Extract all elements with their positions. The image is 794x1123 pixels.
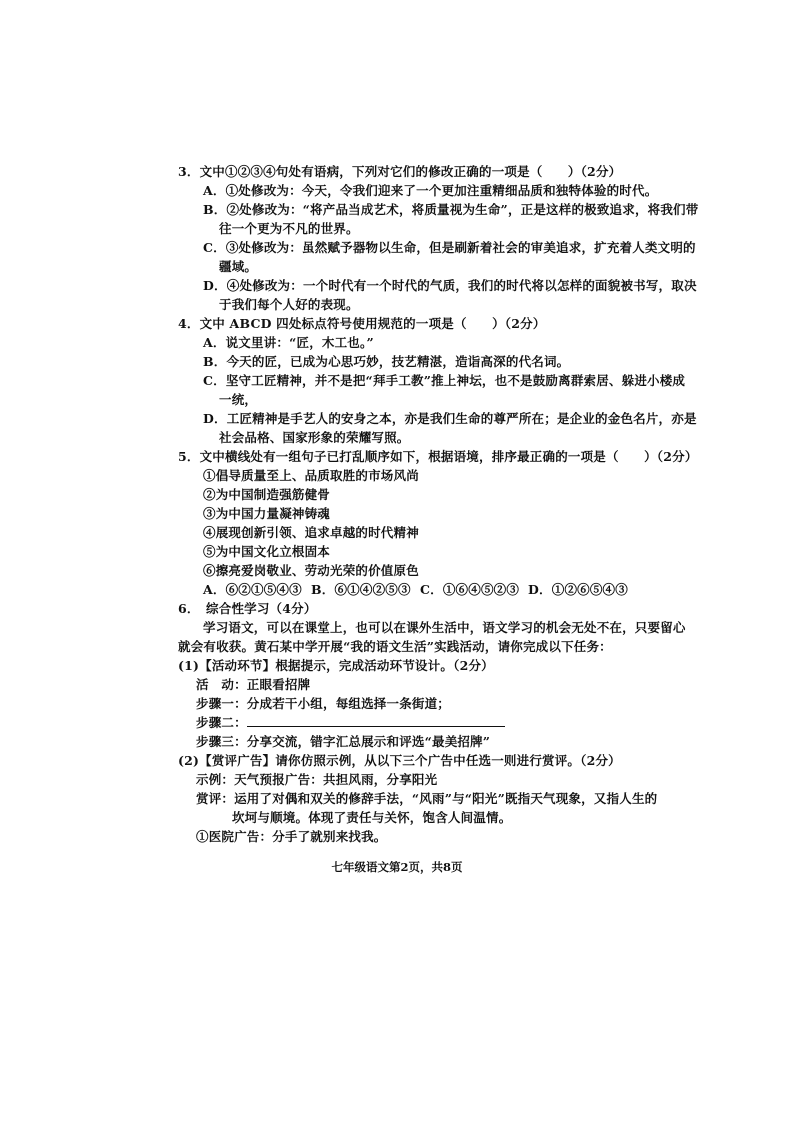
q4-stem: 4．文中 ABCD 四处标点符号使用规范的一项是（ ）（2分） xyxy=(178,316,546,331)
q5-item: ⑤为中国文化立根固本 xyxy=(203,544,331,559)
q3-option-c: C．③处修改为：虽然赋予器物以生命，但是刷新着社会的审美追求，扩充着人类文明的 xyxy=(203,240,696,255)
answer-blank[interactable] xyxy=(247,714,505,727)
q3-option-b-cont: 往一个更为不凡的世界。 xyxy=(219,221,359,236)
q4-option-c: C．坚守工匠精神，并不是把“拜手工教”推上神坛，也不是鼓励离群索居、躲进小楼成 xyxy=(203,373,686,388)
q5-item: ②为中国制造强筋健骨 xyxy=(203,487,331,502)
q4-option-c-cont: 一统， xyxy=(219,392,258,407)
q6-step3: 步骤三：分享交流，错字汇总展示和评选“最美招牌” xyxy=(196,734,491,749)
q6-comment: 赏评：运用了对偶和双关的修辞手法，“风雨”与“阳光”既指天气现象，又指人生的 xyxy=(196,791,658,806)
page-footer: 七年级语文第2页，共8页 xyxy=(331,860,463,874)
q6-stem: 6． 综合性学习（4分） xyxy=(178,601,317,616)
q3-option-d-cont: 于我们每个人好的表现。 xyxy=(219,297,359,312)
q6-part1-title: (1)【活动环节】根据提示，完成活动环节设计。（2分） xyxy=(178,658,494,673)
q6-step2-label: 步骤二： xyxy=(196,715,247,730)
q6-step2 xyxy=(196,714,505,732)
q6-step1: 步骤一：分成若干小组，每组选择一条街道； xyxy=(196,696,451,711)
q6-ad-1: ①医院广告：分手了就别来找我。 xyxy=(196,829,387,844)
q4-option-d: D．工匠精神是手艺人的安身之本，亦是我们生命的尊严所在；是企业的金色名片，亦是 xyxy=(203,411,697,426)
q5-stem: 5．文中横线处有一组句子已打乱顺序如下，根据语境，排序最正确的一项是（ ）（2分） xyxy=(178,449,698,464)
q6-activity: 活 动：正眼看招牌 xyxy=(196,677,311,692)
q5-option-c: C．①⑥④⑤②③ xyxy=(420,582,520,597)
q6-intro-cont: 就会有收获。黄石某中学开展“我的语文生活”实践活动，请你完成以下任务： xyxy=(178,639,612,654)
q6-part2-title: (2)【赏评广告】请你仿照示例，从以下三个广告中任选一则进行赏评。（2分） xyxy=(178,753,621,768)
q3-stem: 3．文中①②③④句处有语病，下列对它们的修改正确的一项是（ ）（2分） xyxy=(178,164,622,179)
q5-item: ④展现创新引领、追求卓越的时代精神 xyxy=(203,525,419,540)
q4-option-d-cont: 社会品格、国家形象的荣耀写照。 xyxy=(219,430,410,445)
q6-comment-cont: 坎坷与顺境。体现了责任与关怀，饱含人间温情。 xyxy=(232,810,512,825)
q6-example: 示例：天气预报广告：共担风雨，分享阳光 xyxy=(196,772,438,787)
q3-option-b: B．②处修改为：“将产品当成艺术，将质量视为生命”，正是这样的极致追求，将我们带 xyxy=(203,202,699,217)
q6-intro: 学习语文，可以在课堂上，也可以在课外生活中，语文学习的机会无处不在，只要留心 xyxy=(203,620,686,635)
q5-option-b: B．⑥①④②⑤③ xyxy=(311,582,411,597)
q3-option-c-cont: 疆域。 xyxy=(219,259,258,274)
q3-option-a: A．①处修改为：今天，令我们迎来了一个更加注重精细品质和独特体验的时代。 xyxy=(203,183,658,198)
q5-option-d: D．①②⑥⑤④③ xyxy=(528,582,628,597)
q5-item: ⑥擦亮爱岗敬业、劳动光荣的价值原色 xyxy=(203,563,419,578)
q3-option-d: D．④处修改为：一个时代有一个时代的气质，我们的时代将以怎样的面貌被书写，取决 xyxy=(203,278,697,293)
q5-item: ③为中国力量凝神铸魂 xyxy=(203,506,331,521)
q5-item: ①倡导质量至上、品质取胜的市场风尚 xyxy=(203,468,419,483)
q4-option-b: B．今天的匠，已成为心思巧妙，技艺精湛，造诣高深的代名词。 xyxy=(203,354,570,369)
q4-option-a: A．说文里讲：“匠，木工也。” xyxy=(203,335,374,350)
q5-option-a: A．⑥②①⑤④③ xyxy=(203,582,302,597)
